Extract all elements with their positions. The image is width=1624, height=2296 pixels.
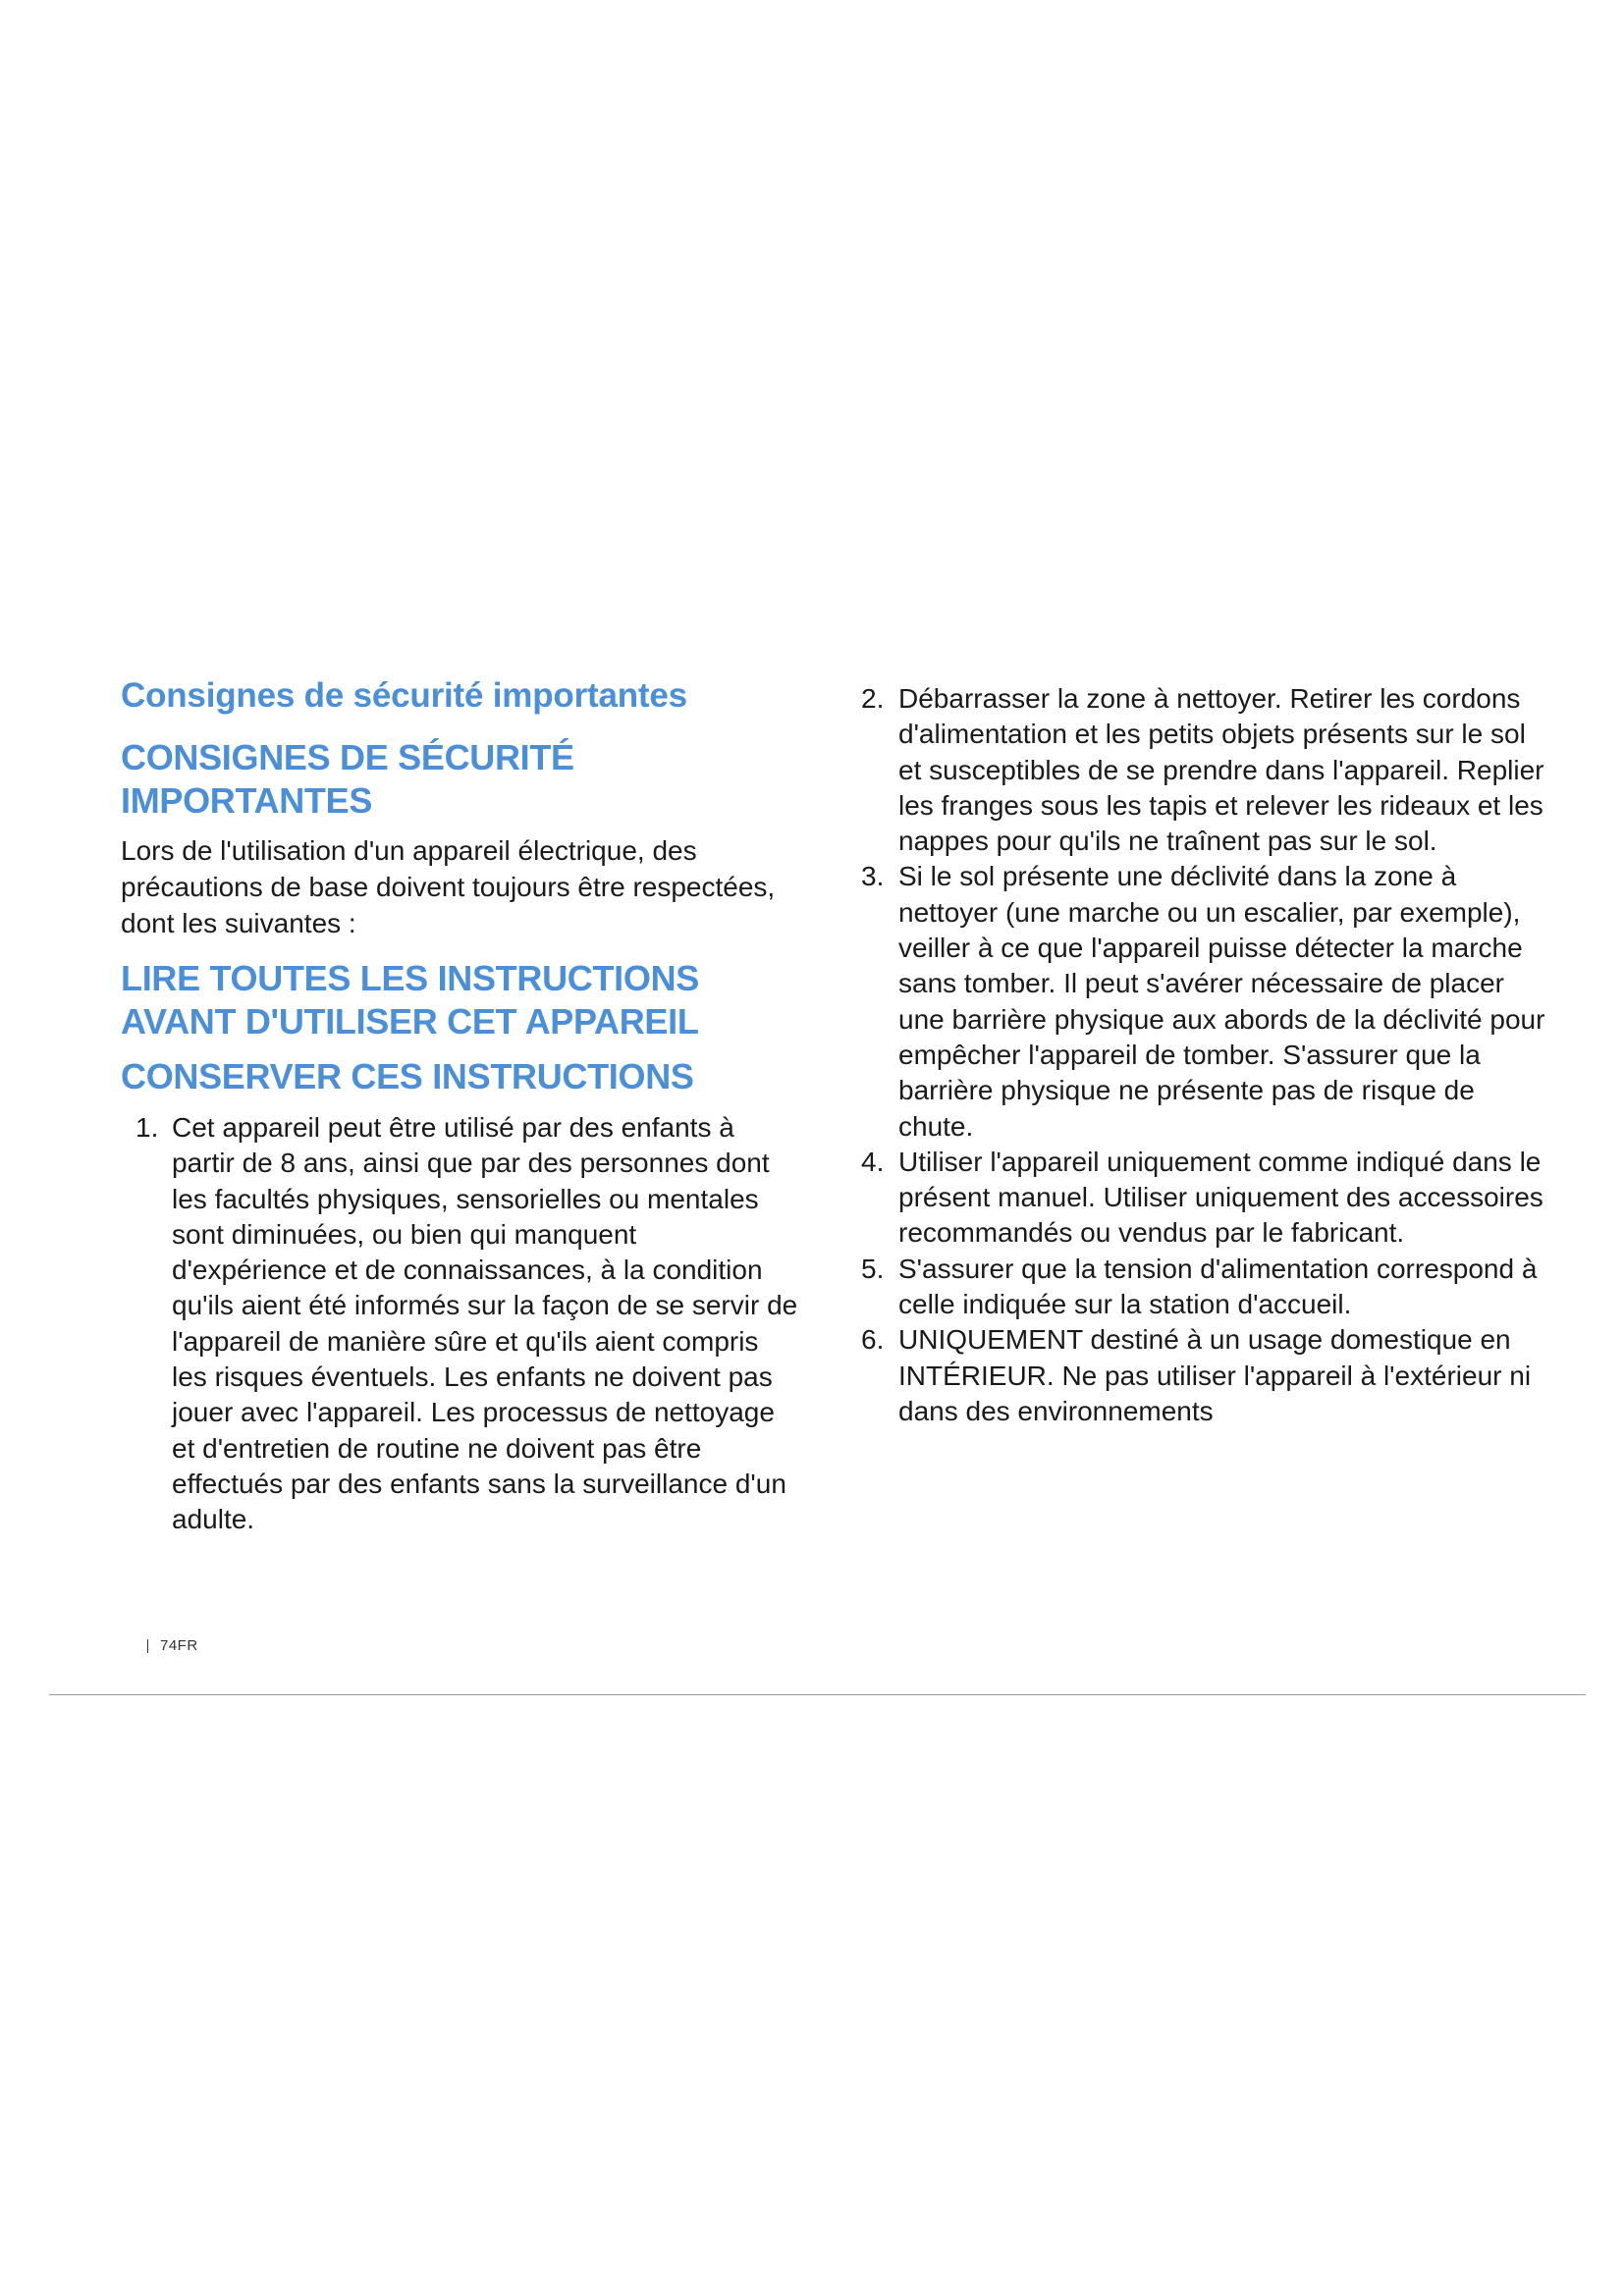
list-item-text: Cet appareil peut être utilisé par des enfants à partir de 8 ans, ainsi que par des personnes dont les facultés physiques, sensorielles ou mentales sont diminuées, ou bien qui manquent d'expérience et de connaissances, à la condition qu'ils aient été informés sur la façon de se servir de l'appareil de manière sûre et qu'ils aient compris les risques éventuels. Les enfants ne doivent pas jouer avec l'appareil. Les processus de nettoyage et d'entretien de routine ne doivent pas être effectués par des enfants sans la surveillance d'un adulte. [172, 1112, 798, 1535]
list-item-number: 2. [861, 683, 885, 714]
read-instructions-heading: LIRE TOUTES LES INSTRUCTIONS AVANT D'UTILISER CET APPAREIL [121, 958, 699, 1041]
right-column [861, 681, 1548, 1429]
list-item [861, 1145, 1548, 1252]
footer-separator-bar [147, 1639, 148, 1653]
list-item [861, 681, 1548, 859]
list-item-text: Débarrasser la zone à nettoyer. Retirer les cordons d'alimentation et les petits objets présents sur le sol et susceptibles de se prendre dans l'appareil. Replier les franges sous les tapis et relever les rideaux et les nappes pour qu'ils ne traînent pas sur le sol. [898, 683, 1544, 857]
page-number: 74FR [160, 1637, 198, 1654]
intro-paragraph: Lors de l'utilisation d'un appareil électrique, des précautions de base doivent toujours être respectées, dont les suivantes : [121, 835, 776, 938]
page-footer [147, 1637, 198, 1654]
instruction-list-left [121, 1110, 798, 1538]
page-divider [49, 1694, 1586, 1695]
list-item-number: 3. [861, 861, 885, 892]
list-item [861, 1322, 1548, 1429]
list-item-text: UNIQUEMENT destiné à un usage domestique en INTÉRIEUR. Ne pas utiliser l'appareil à l'extérieur ni dans des environnements [898, 1324, 1532, 1426]
list-item-text: S'assurer que la tension d'alimentation correspond à celle indiquée sur la station d'accueil. [898, 1253, 1538, 1320]
left-column [121, 675, 798, 1538]
keep-instructions-heading: CONSERVER CES INSTRUCTIONS [121, 1056, 694, 1096]
list-item-number: 5. [861, 1253, 885, 1284]
list-item-text: Si le sol présente une déclivité dans la zone à nettoyer (une marche ou un escalier, par exemple), veiller à ce que l'appareil puisse détecter la marche sans tomber. Il peut s'avérer nécessaire de placer une barrière physique aux abords de la déclivité pour empêcher l'appareil de tomber. S'assurer que la barrière physique ne présente pas de risque de chute. [898, 861, 1545, 1142]
list-item [121, 1110, 798, 1538]
list-item-number: 4. [861, 1146, 885, 1177]
list-item-number: 6. [861, 1324, 885, 1356]
list-item [861, 859, 1548, 1144]
section-title: Consignes de sécurité importantes [121, 676, 687, 715]
instruction-list-right [861, 681, 1548, 1429]
list-item-number: 1. [135, 1112, 159, 1143]
list-item [861, 1252, 1548, 1323]
list-item-text: Utiliser l'appareil uniquement comme indiqué dans le présent manuel. Utiliser uniquement des accessoires recommandés ou vendus par le fabricant. [898, 1146, 1543, 1249]
main-heading: CONSIGNES DE SÉCURITÉ IMPORTANTES [121, 737, 574, 821]
